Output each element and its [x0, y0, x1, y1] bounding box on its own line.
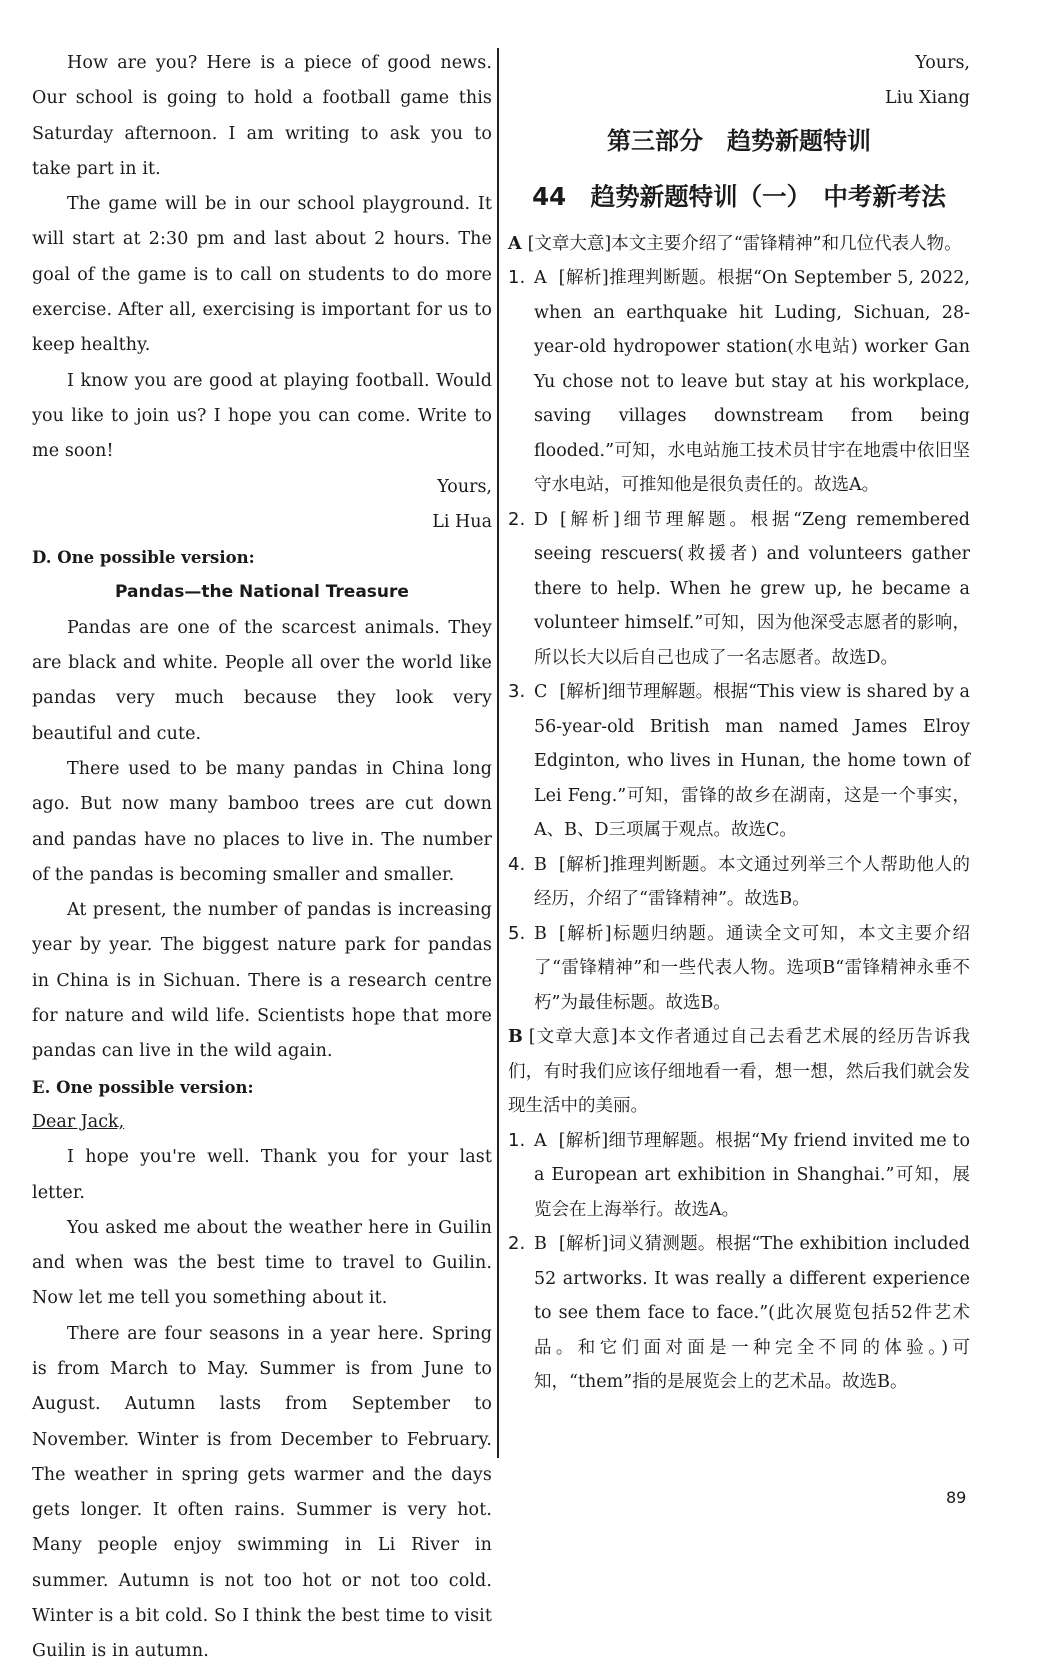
explanation-text: [解析]推理判断题。根据“On September 5, 2022, when an earthquake hit Luding, Sichuan, 28-year-old hydropower station(水电站) worker Gan Yu chose not to leave but stay at his workplace, saving villages downstream from being flooded.”可知，水电站施工技术员甘宇在地震中依旧坚守水电站，可推知他是很负责任的。故选A。 [534, 268, 970, 496]
answer-item [508, 848, 970, 917]
answer-item [508, 1227, 970, 1400]
section-e-paragraph-1: I hope you're well. Thank you for your last letter. [32, 1147, 492, 1203]
answer-item [508, 917, 970, 1021]
explanation-text: [解析]细节理解题。根据“This view is shared by a 56-year-old British man named James Elroy Edginton, who lives in Hunan, the home town of Lei Feng.”可知，雷锋的故乡在湖南，这是一个事实，A、B、D三项属于观点。故选C。 [534, 682, 970, 841]
answer-letter: A [534, 1130, 547, 1151]
column-divider [497, 48, 499, 1458]
answer-item [508, 503, 970, 676]
item-number: 4. [508, 853, 526, 875]
passage-b-letter: B [508, 1027, 523, 1048]
explanation-text: [解析]标题归纳题。通读全文可知，本文主要介绍了“雷锋精神”和一些代表人物。选项B“雷锋精神永垂不朽”为最佳标题。故选B。 [534, 923, 970, 1013]
section-e-paragraph-2: You asked me about the weather here in Guilin and when was the best time to travel to Guilin. Now let me tell you something about it. [32, 1217, 492, 1309]
letter1-closing: Yours, [437, 476, 492, 497]
answer-letter: B [534, 854, 547, 875]
answer-item [508, 1124, 970, 1228]
letter2-signature: Liu Xiang [884, 88, 970, 109]
part-title: 第三部分 趋势新题特训 [607, 126, 871, 155]
explanation-text: [解析]词义猜测题。根据“The exhibition included 52 artworks. It was really a different experience to see them face to face.”(此次展览包括52件艺术品。和它们面对面是一种完全不同的体验。)可知，“them”指的是展览会上的艺术品。故选B。 [534, 1234, 970, 1393]
letter1-paragraph-1: How are you? Here is a piece of good news. Our school is going to hold a football game this Saturday afternoon. I am writing to ask you to take part in it. [32, 53, 492, 179]
answer-letter: B [534, 923, 547, 944]
page-number: 89 [946, 1488, 967, 1507]
answer-letter: D [534, 509, 549, 530]
answer-item [508, 261, 970, 503]
passage-b-summary-text: [文章大意]本文作者通过自己去看艺术展的经历告诉我们，有时我们应该仔细地看一看，想一想，然后我们就会发现生活中的美丽。 [508, 1027, 970, 1117]
unit-title: 44 趋势新题特训（一） 中考新考法 [532, 181, 946, 211]
passage-b-summary [508, 1020, 970, 1124]
right-column [508, 0, 970, 1400]
letter1-paragraph-3: I know you are good at playing football. Would you like to join us? I hope you can come. Write to me soon! [32, 370, 492, 462]
explanation-text: [解析]推理判断题。本文通过列举三个人帮助他人的经历，介绍了“雷锋精神”。故选B。 [534, 854, 970, 910]
section-e-salutation: Dear Jack, [32, 1111, 125, 1132]
item-number: 3. [508, 681, 526, 703]
passage-a-letter: A [508, 233, 522, 254]
explanation-text: [解析]细节理解题。根据“Zeng remembered seeing rescuers(救援者) and volunteers gather there to help. When he grew up, he became a volunteer himself.”可知，因为他深受志愿者的影响，所以长大以后自己也成了一名志愿者。故选D。 [534, 509, 970, 668]
passage-a-summary-text: [文章大意]本文主要介绍了“雷锋精神”和几位代表人物。 [527, 233, 962, 254]
section-d-paragraph-3: At present, the number of pandas is increasing year by year. The biggest nature park for pandas in China is in Sichuan. There is a research centre for nature and wild life. Scientists hope that more pandas can live in the wild again. [32, 900, 492, 1062]
answer-letter: C [534, 682, 548, 703]
passage-a-summary [508, 227, 970, 262]
item-number: 1. [508, 1129, 526, 1151]
letter1-paragraph-2: The game will be in our school playground. It will start at 2:30 pm and last about 2 hours. The goal of the game is to call on students to do more exercise. After all, exercising is important for us to keep healthy. [32, 194, 492, 356]
section-d-label: D. One possible version: [32, 548, 255, 568]
section-d-title: Pandas—the National Treasure [115, 582, 409, 603]
item-number: 1. [508, 267, 526, 289]
section-d-paragraph-2: There used to be many pandas in China long ago. But now many bamboo trees are cut down and pandas have no places to live in. The number of the pandas is becoming smaller and smaller. [32, 758, 492, 885]
section-e-label: E. One possible version: [32, 1077, 254, 1097]
left-column [32, 0, 492, 1670]
explanation-text: [解析]细节理解题。根据“My friend invited me to a European art exhibition in Shanghai.”可知，展览会在上海举行。故选A。 [534, 1130, 970, 1220]
item-number: 2. [508, 508, 526, 530]
letter2-closing: Yours, [915, 53, 970, 73]
item-number: 5. [508, 922, 526, 944]
answer-letter: A [534, 268, 547, 289]
section-e-paragraph-3: There are four seasons in a year here. Spring is from March to May. Summer is from June to August. Autumn lasts from September to November. Winter is from December to February. The weather in spring gets warmer and the days gets longer. It often rains. Summer is very hot. Many people enjoy swimming in Li River in summer. Autumn is not too hot or not too cold. Winter is a bit cold. So I think the best time to visit Guilin is in autumn. [32, 1323, 492, 1662]
answer-item [508, 675, 970, 848]
letter1-signature: Li Hua [432, 511, 492, 532]
section-d-paragraph-1: Pandas are one of the scarcest animals. They are black and white. People all over the world like pandas very much because they look very beautiful and cute. [32, 617, 492, 744]
item-number: 2. [508, 1233, 526, 1255]
answer-letter: B [534, 1234, 547, 1255]
